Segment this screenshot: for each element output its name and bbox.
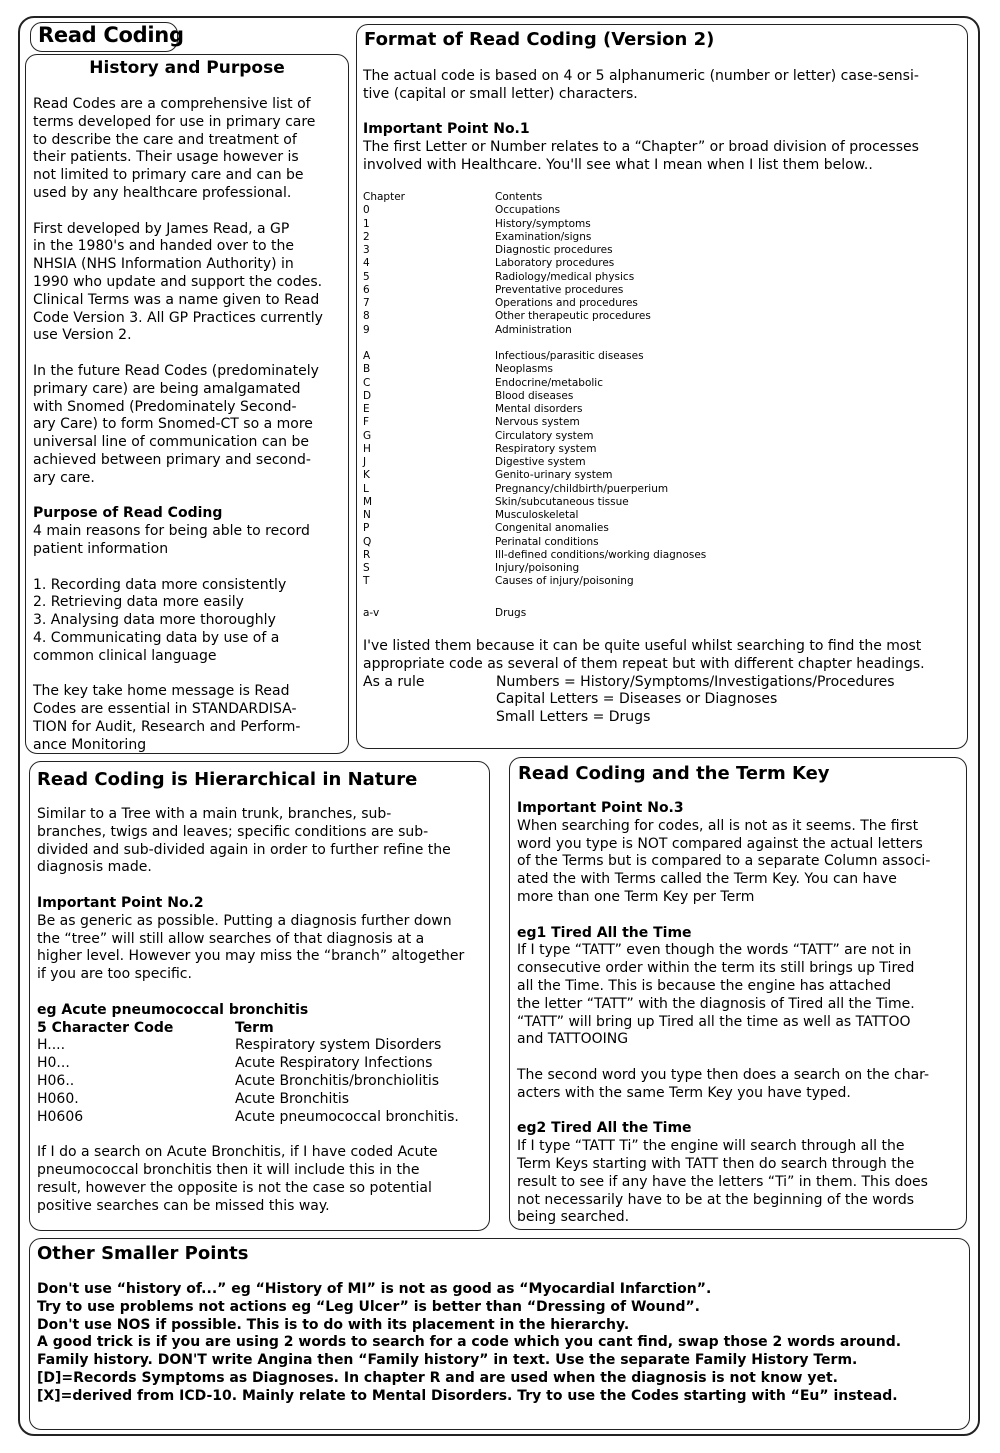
list-item: Try to use problems not actions eg “Leg Ulcer” is better than “Dressing of Wound”.	[37, 1298, 701, 1315]
text-line: NHSIA (NHS Information Authority) in	[33, 256, 294, 273]
chapter-row: 2 Examination/signs	[363, 230, 592, 243]
chapter-row: 3 Diagnostic procedures	[363, 244, 613, 256]
list-item: 4. Communicating data by use of a	[33, 629, 280, 646]
example-heading: eg Acute pneumococcal bronchitis	[37, 1001, 309, 1018]
list-item: [X]=derived from ICD-10. Mainly relate to Mental Disorders. Try to use the Codes starting with “Eu” instead.	[37, 1387, 898, 1404]
text-line: terms developed for use in primary care	[33, 113, 316, 130]
chapter-row: 4 Laboratory procedures	[363, 257, 615, 270]
text-line: with Snomed (Predominately Second-	[33, 398, 297, 415]
text-line: divided and sub-divided again in order to further refine the	[37, 841, 451, 858]
chapter-row: R Ill-defined conditions/working diagnoses	[363, 548, 707, 561]
format-intro	[363, 68, 963, 175]
text-line: First developed by James Read, a GP	[33, 220, 290, 237]
chapter-row: 5 Radiology/medical physics	[363, 270, 635, 283]
text-line: higher level. However you may miss the “branch” altogether	[37, 948, 465, 965]
text-line: 1990 who update and support the codes.	[33, 273, 323, 290]
history-heading: History and Purpose	[89, 58, 285, 78]
page-title: Read Coding	[38, 23, 184, 47]
contents-col-header: Contents	[495, 191, 543, 203]
text-line: achieved between primary and second-	[33, 451, 311, 468]
code-row: H06.. Acute Bronchitis/bronchiolitis	[37, 1072, 440, 1089]
list-item: Family history. DON'T write Angina then “Family history” in text. Use the separate Family History Term.	[37, 1352, 858, 1369]
list-item: Don't use NOS if possible. This is to do with its placement in the hierarchy.	[37, 1316, 630, 1333]
chapter-row: G Circulatory system	[363, 429, 594, 442]
list-item: Don't use “history of...” eg “History of MI” is not as good as “Myocardial Infarction”.	[37, 1281, 712, 1297]
history-body	[33, 96, 348, 754]
text-line: ary Care) to form Snomed-CT so a more	[33, 416, 313, 433]
text-line: of the Terms but is compared to a separate Column associ-	[517, 853, 931, 870]
code-row: H060. Acute Bronchitis	[37, 1090, 350, 1107]
list-item: A good trick is if you are using 2 words to search for a code which you cant find, swap those 2 words around.	[37, 1334, 902, 1351]
text-line: ated the with Terms called the Term Key. You can have	[517, 871, 897, 888]
text-line: 4 main reasons for being able to record	[33, 523, 310, 540]
text-line: used by any healthcare professional.	[33, 184, 292, 201]
chapter-row: K Genito-urinary system	[363, 469, 613, 482]
list-item: common clinical language	[33, 647, 217, 664]
list-item: [D]=Records Symptoms as Diagnoses. In chapter R and are used when the diagnosis is not know yet.	[37, 1369, 838, 1386]
text-line: The second word you type then does a search on the char-	[517, 1066, 930, 1083]
chapter-row: 6 Preventative procedures	[363, 283, 624, 296]
text-line: Term Keys starting with TATT then do search through the	[517, 1155, 915, 1172]
chapter-row: N Musculoskeletal	[363, 509, 579, 521]
text-line: being searched.	[517, 1209, 630, 1226]
chapter-row: B Neoplasms	[363, 363, 553, 376]
code-table-header: 5 Character Code Term	[37, 1019, 274, 1036]
text-line: pneumococcal bronchitis then it will include this in the	[37, 1161, 420, 1178]
chapter-row: Q Perinatal conditions	[363, 535, 599, 548]
text-line: Clinical Terms was a name given to Read	[33, 291, 320, 308]
text-line: all the Time. This is because the engine has attached	[517, 977, 892, 994]
text-line: not necessarily have to be at the beginning of the words	[517, 1191, 915, 1208]
eg1-heading: eg1 Tired All the Time	[517, 924, 692, 941]
text-line: not limited to primary care and can be	[33, 167, 304, 184]
chapter-row: 9 Administration	[363, 323, 572, 336]
text-line: Code Version 3. All GP Practices currently	[33, 309, 323, 326]
text-line: diagnosis made.	[37, 859, 152, 876]
chapter-row-drugs: a-v Drugs	[363, 606, 527, 619]
text-line: Read Codes are a comprehensive list of	[33, 96, 311, 112]
chapter-table	[363, 191, 923, 620]
point2-heading: Important Point No.2	[37, 894, 204, 911]
text-line: tive (capital or small letter) characters.	[363, 85, 638, 102]
text-line: If I type “TATT Ti” the engine will search through all the	[517, 1138, 905, 1155]
text-line: the “tree” will still allow searches of that diagnosis at a	[37, 930, 425, 947]
list-item: 2. Retrieving data more easily	[33, 594, 244, 611]
text-line: universal line of communication can be	[33, 434, 309, 451]
rule-row-2: Capital Letters = Diseases or Diagnoses	[496, 691, 778, 708]
code-row: H0606 Acute pneumococcal bronchitis.	[37, 1108, 459, 1125]
chapter-row: T Causes of injury/poisoning	[363, 575, 634, 588]
chapter-row: E Mental disorders	[363, 403, 583, 415]
chapter-row: C Endocrine/metabolic	[363, 376, 603, 389]
rule-label: As a rule	[363, 673, 425, 690]
chapter-row: S Injury/poisoning	[363, 562, 580, 574]
text-line: to describe the care and treatment of	[33, 131, 297, 148]
chapter-row: M Skin/subcutaneous tissue	[363, 495, 629, 508]
text-line: Codes are essential in STANDARDISA-	[33, 701, 297, 718]
chapter-row: H Respiratory system	[363, 442, 597, 455]
other-heading: Other Smaller Points	[37, 1243, 249, 1264]
chapter-row: 8 Other therapeutic procedures	[363, 310, 651, 323]
text-line: patient information	[33, 540, 169, 557]
code-row: H.... Respiratory system Disorders	[37, 1037, 442, 1054]
chapter-row: P Congenital anomalies	[363, 522, 609, 535]
text-line: use Version 2.	[33, 327, 132, 344]
termkey-body	[517, 800, 965, 1227]
text-line: The key take home message is Read	[33, 683, 290, 700]
text-line: more than one Term Key per Term	[517, 888, 755, 905]
text-line: positive searches can be missed this way.	[37, 1197, 330, 1214]
other-points	[37, 1281, 962, 1406]
text-line: consecutive order within the term its still brings up Tired	[517, 960, 915, 977]
text-line: word you type is NOT compared against the actual letters	[517, 835, 923, 852]
text-line: the letter “TATT” with the diagnosis of Tired all the Time.	[517, 995, 915, 1012]
text-line: If I type “TATT” even though the words “TATT” are not in	[517, 942, 912, 959]
code-row: H0... Acute Respiratory Infections	[37, 1055, 433, 1072]
chapter-row: A Infectious/parasitic diseases	[363, 350, 644, 362]
format-heading: Format of Read Coding (Version 2)	[364, 29, 715, 50]
text-line: involved with Healthcare. You'll see what I mean when I list them below..	[363, 156, 873, 173]
chapter-col-header: Chapter	[363, 191, 405, 203]
list-item: 3. Analysing data more thoroughly	[33, 612, 276, 629]
chapter-row: 7 Operations and procedures	[363, 297, 638, 309]
chapter-row: D Blood diseases	[363, 389, 574, 402]
text-line: result to see if any have the letters “Ti” in them. This does	[517, 1173, 928, 1190]
rule-row-3: Small Letters = Drugs	[496, 709, 651, 726]
text-line: ary care.	[33, 469, 95, 486]
chapter-row: J Digestive system	[363, 456, 586, 468]
text-line: their patients. Their usage however is	[33, 149, 299, 166]
text-line: branches, twigs and leaves; specific conditions are sub-	[37, 823, 429, 840]
text-line: ance Monitoring	[33, 736, 147, 753]
chapter-table-header	[363, 191, 923, 204]
chapter-row: 1 History/symptoms	[363, 217, 591, 230]
point1-heading: Important Point No.1	[363, 121, 530, 138]
text-line: In the future Read Codes (predominately	[33, 362, 319, 379]
text-line: Similar to a Tree with a main trunk, branches, sub-	[37, 806, 392, 822]
chapter-row: F Nervous system	[363, 416, 580, 429]
list-item: 1. Recording data more consistently	[33, 576, 287, 593]
text-line: and TATTOOING	[517, 1031, 629, 1048]
text-line: When searching for codes, all is not as it seems. The first	[517, 817, 919, 834]
text-line: result, however the opposite is not the case so potential	[37, 1179, 432, 1196]
point3-heading: Important Point No.3	[517, 800, 684, 816]
text-line: appropriate code as several of them repeat but with different chapter headings.	[363, 655, 925, 672]
text-line: if you are too specific.	[37, 966, 192, 983]
text-line: Be as generic as possible. Putting a diagnosis further down	[37, 912, 452, 929]
chapter-row: 0 Occupations	[363, 204, 561, 217]
text-line: If I do a search on Acute Bronchitis, if I have coded Acute	[37, 1144, 438, 1161]
format-summary	[363, 638, 963, 727]
eg2-heading: eg2 Tired All the Time	[517, 1120, 692, 1137]
text-line: acters with the same Term Key you have typed.	[517, 1084, 851, 1101]
termkey-heading: Read Coding and the Term Key	[518, 763, 830, 784]
text-line: primary care) are being amalgamated	[33, 380, 301, 397]
text-line: “TATT” will bring up Tired all the time as well as TATTOO	[517, 1013, 911, 1030]
text-line: in the 1980's and handed over to the	[33, 238, 294, 255]
text-line: TION for Audit, Research and Perform-	[33, 718, 301, 735]
chapter-row: L Pregnancy/childbirth/puerperium	[363, 482, 669, 495]
text-line: I've listed them because it can be quite useful whilst searching to find the most	[363, 638, 922, 654]
purpose-heading: Purpose of Read Coding	[33, 505, 223, 522]
rule-row-1: As a rule Numbers = History/Symptoms/Investigations/Procedures	[363, 673, 895, 690]
hierarchy-heading: Read Coding is Hierarchical in Nature	[37, 769, 418, 790]
text-line: The actual code is based on 4 or 5 alphanumeric (number or letter) case-sensi-	[363, 68, 919, 84]
text-line: The first Letter or Number relates to a “Chapter” or broad division of processes	[363, 139, 919, 156]
hierarchy-body	[37, 806, 487, 1215]
